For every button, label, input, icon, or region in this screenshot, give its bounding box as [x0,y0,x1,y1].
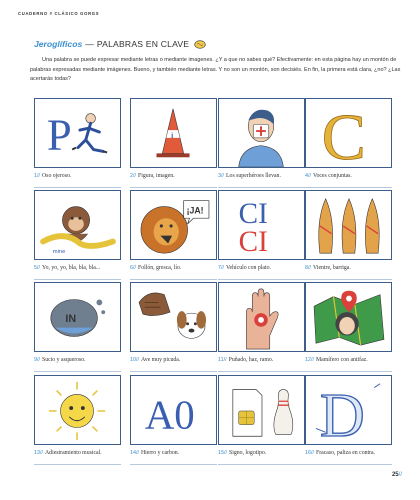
clue-15: 15// Signo, logotipo. [218,450,267,456]
answer-line-9[interactable] [34,371,121,372]
puzzle-picture-5 [34,190,121,260]
clue-10: 10// Ave muy picuda. [130,357,181,363]
answer-line-7[interactable] [218,279,305,280]
d-letter: D [319,382,365,444]
clue-7: 7// Vehículo con plato. [218,265,271,271]
puzzle-picture-9 [34,282,121,352]
intro-paragraph: Una palabra se puede expresar mediante letras o mediante imagenes. ¿Y a que no sabes qué? Efectivamente: en esta página hay un montón de palabras expresadas mediante imágenes. Bueno, y también mediante letras. Y no son un montón, son decisiés. En fin, la primera está clara, ¿no? ¿Las acertarás todas? [30,57,401,82]
section-heading: PALABRAS EN CLAVE [96,39,190,49]
answer-line-13[interactable] [34,464,121,465]
puzzle-picture-11 [218,282,305,352]
answer-line-15[interactable] [218,464,305,465]
answer-line-14[interactable] [130,464,217,465]
section-dash: — [85,39,94,49]
puzzle-picture-3 [218,98,305,168]
answer-line-2[interactable] [130,187,217,188]
clue-9: 9// Sucio y asqueroso. [34,357,86,363]
clue-4: 4// Voces conjuntas. [305,173,352,179]
c-letter: C [321,101,366,167]
clue-13: 13// Adiestramiento musical. [34,450,102,456]
puzzle-picture-6 [130,190,217,260]
answer-line-5[interactable] [34,279,121,280]
mine-label: mine [52,249,66,256]
answer-line-3[interactable] [218,187,305,188]
puzzle-picture-12 [305,282,392,352]
speech-bubble-text: ¡JA! [186,205,204,216]
puzzle-picture-14 [130,375,217,445]
a0-text: A0 [144,392,195,438]
answer-line-1[interactable] [34,187,121,188]
clue-2: 2// Figura, imagen. [130,173,175,179]
svg-text:i: i [171,130,174,140]
answer-line-12[interactable] [305,371,392,372]
clue-16: 16// Fracaso, paliza en contra. [305,450,376,456]
answer-line-10[interactable] [130,371,217,372]
in-label: IN [65,312,77,325]
clue-8: 8// Vientre, barriga. [305,265,351,271]
p-letter: P [46,109,72,160]
ci-bottom-text: CI [238,226,268,259]
puzzle-picture-13 [34,375,121,445]
puzzle-picture-15 [218,375,305,445]
puzzle-picture-10 [130,282,217,352]
clue-14: 14// Hierro y carbon. [130,450,180,456]
puzzle-picture-2 [130,98,217,168]
puzzle-picture-1 [34,98,121,168]
clue-6: 6// Follón, gresca, lío. [130,265,182,271]
puzzle-picture-8 [305,190,392,260]
puzzle-picture-16 [305,375,392,445]
clue-11: 11// Puñado, haz, ramo. [218,357,274,363]
clue-5: 5// Yo, yo, yo, bla, bla, bla... [34,265,101,271]
ci-top-text: CI [238,198,268,231]
puzzle-picture-7 [218,190,305,260]
answer-line-16[interactable] [305,464,392,465]
clue-1: 1// Oso ojeroso. [34,173,72,179]
answer-line-8[interactable] [305,279,392,280]
running-header: CUADERNO # CLÁSICO GORGS [18,11,100,16]
clue-12: 12// Mamífero con antifaz. [305,357,368,363]
answer-line-11[interactable] [218,371,305,372]
puzzle-picture-4 [305,98,392,168]
section-lead: Jeroglíficos [34,39,83,49]
page-number: 25// [391,472,402,478]
answer-line-4[interactable] [305,187,392,188]
answer-line-6[interactable] [130,279,217,280]
clue-3: 3// Los superhéroes llevan. [218,173,281,179]
